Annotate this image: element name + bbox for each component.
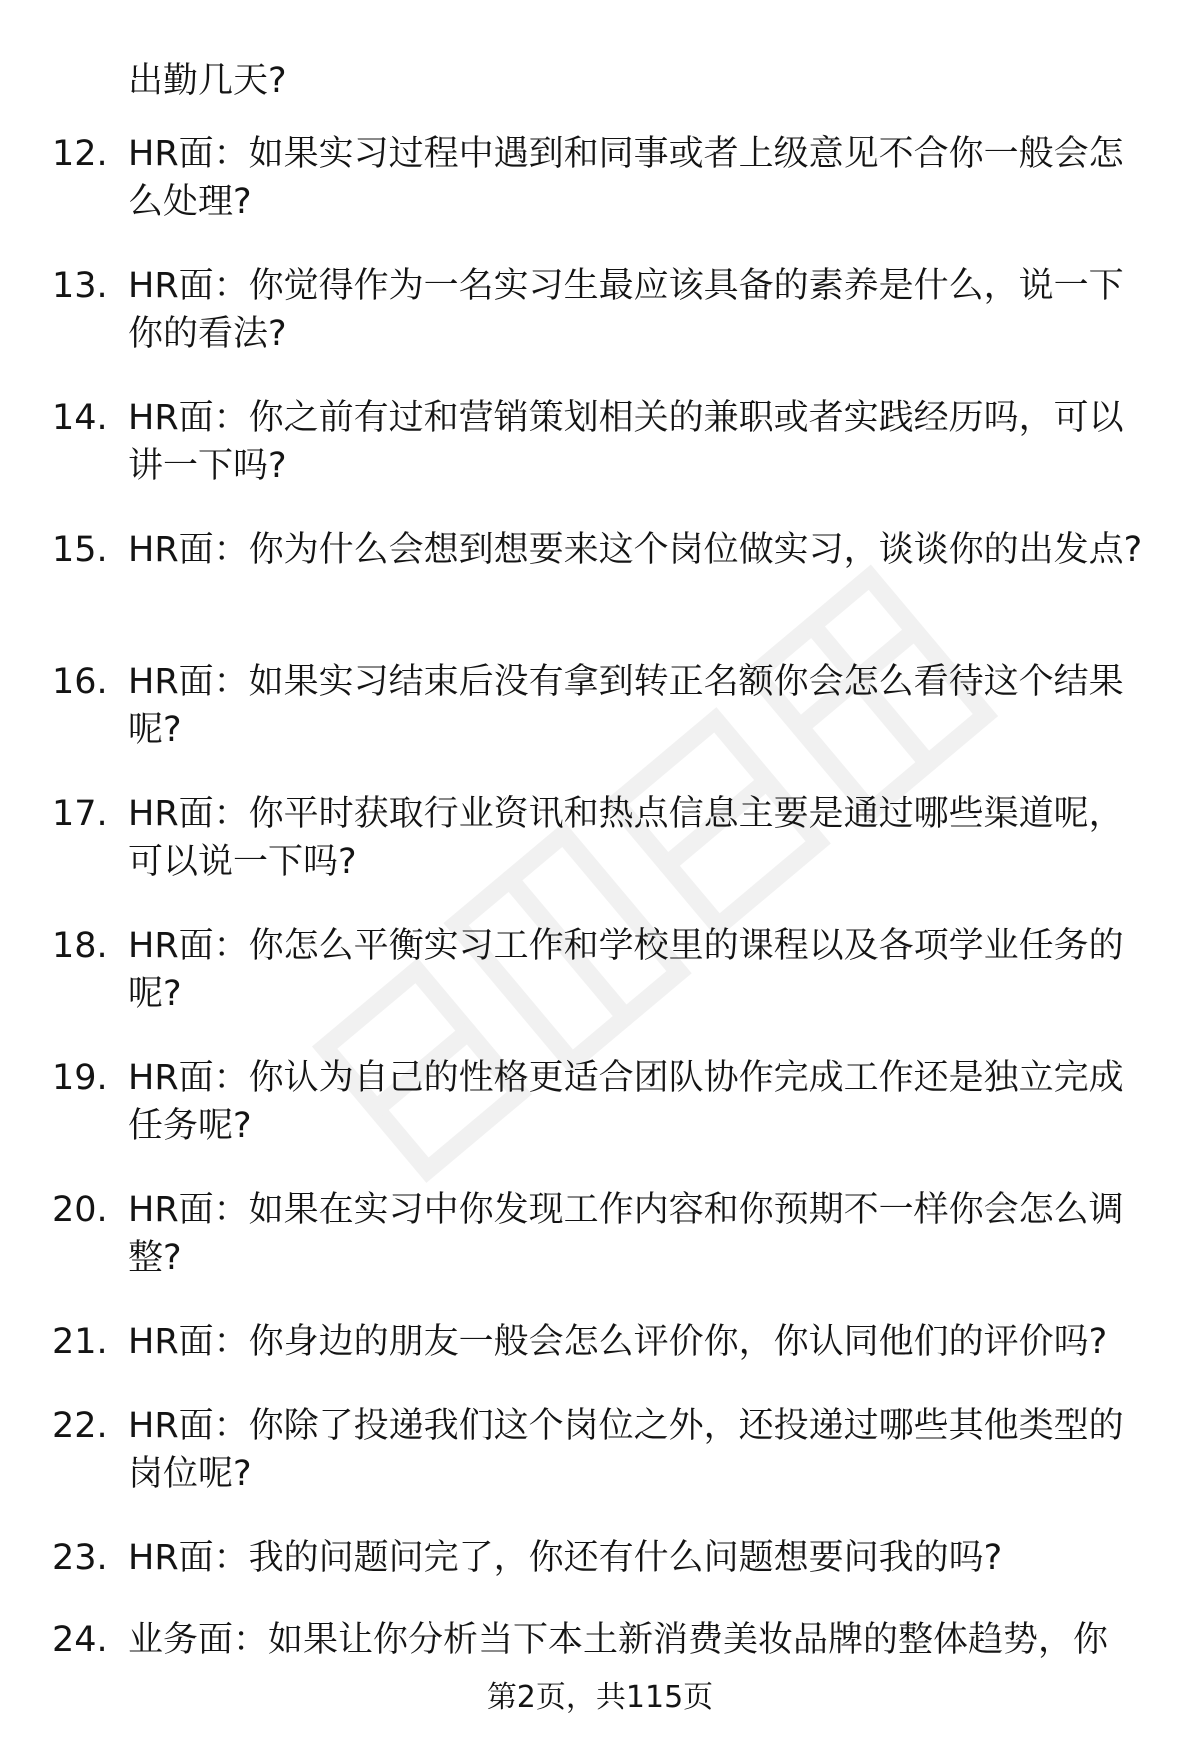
- item-number: 14.: [52, 398, 108, 438]
- item-number: 13.: [52, 266, 108, 306]
- item-text: HR面：如果实习过程中遇到和同事或者上级意见不合你一般会怎么处理?: [128, 134, 1124, 222]
- item-number: 18.: [52, 926, 108, 966]
- item-number: 21.: [52, 1322, 108, 1362]
- item-number: 15.: [52, 530, 108, 570]
- item-text: HR面：你身边的朋友一般会怎么评价你，你认同他们的评价吗?: [128, 1322, 1108, 1362]
- item-number: 23.: [52, 1538, 108, 1578]
- item-number: 22.: [52, 1406, 108, 1446]
- item-text: HR面：如果实习结束后没有拿到转正名额你会怎么看待这个结果呢?: [128, 662, 1124, 750]
- item-number: 12.: [52, 134, 108, 174]
- item-text: HR面：你怎么平衡实习工作和学校里的课程以及各项学业任务的呢?: [128, 926, 1124, 1014]
- page-footer: 第2页，共115页: [486, 1680, 714, 1715]
- item-number: 16.: [52, 662, 108, 702]
- item-text: 业务面：如果让你分析当下本土新消费美妆品牌的整体趋势，你: [128, 1620, 1109, 1660]
- item-text: HR面：你之前有过和营销策划相关的兼职或者实践经历吗，可以讲一下吗?: [128, 398, 1124, 486]
- item-text: HR面：你为什么会想到想要来这个岗位做实习，谈谈你的出发点?: [128, 530, 1143, 570]
- item-text: HR面：你平时获取行业资讯和热点信息主要是通过哪些渠道呢，可以说一下吗?: [128, 794, 1124, 882]
- item-number: 24.: [52, 1620, 108, 1660]
- item-text: HR面：如果在实习中你发现工作内容和你预期不一样你会怎么调整?: [128, 1190, 1124, 1278]
- continuation-text: 出勤几天?: [128, 61, 287, 101]
- item-text: HR面：你认为自己的性格更适合团队协作完成工作还是独立完成任务呢?: [128, 1058, 1124, 1146]
- item-text: HR面：你觉得作为一名实习生最应该具备的素养是什么，说一下你的看法?: [128, 266, 1124, 354]
- item-number: 19.: [52, 1058, 108, 1098]
- item-number: 17.: [52, 794, 108, 834]
- item-text: HR面：你除了投递我们这个岗位之外，还投递过哪些其他类型的岗位呢?: [128, 1406, 1124, 1494]
- item-text: HR面：我的问题问完了，你还有什么问题想要问我的吗?: [128, 1538, 1003, 1578]
- item-number: 20.: [52, 1190, 108, 1230]
